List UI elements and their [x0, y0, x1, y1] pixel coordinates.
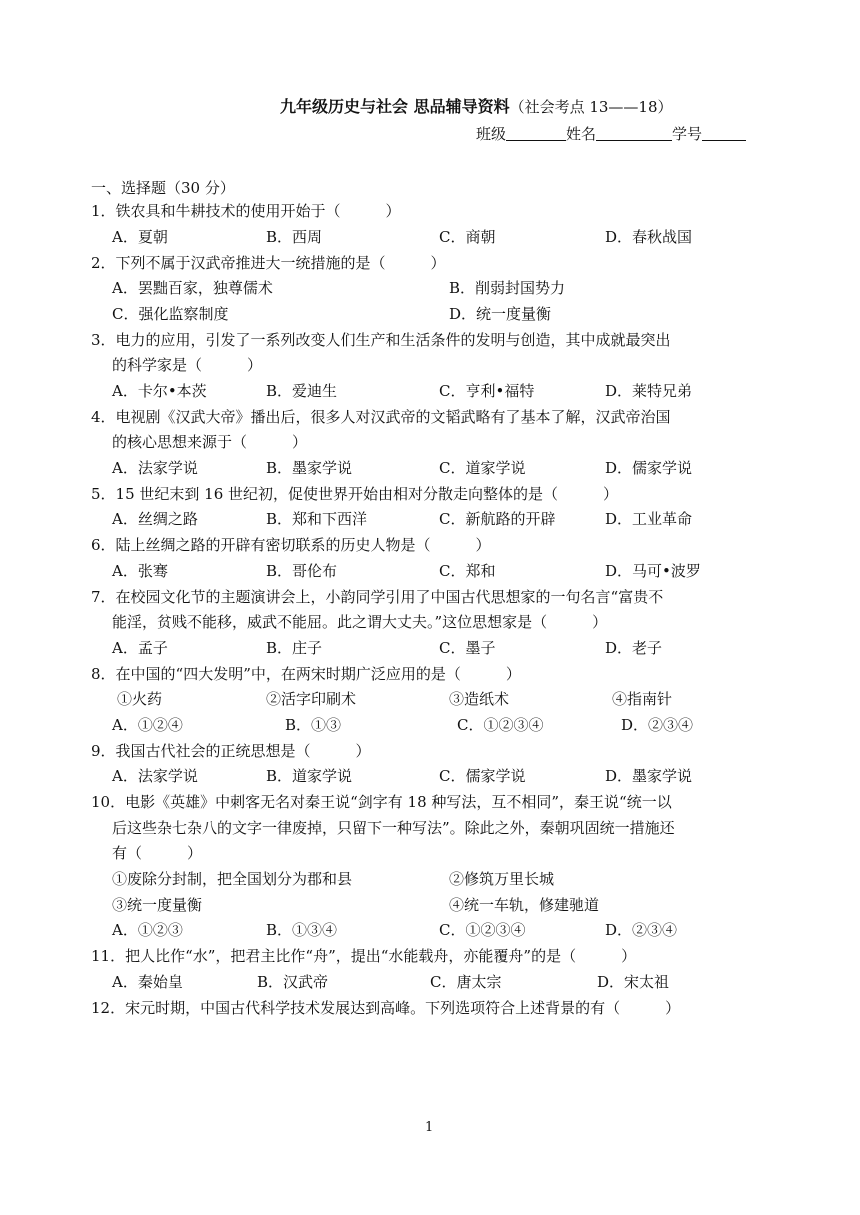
page-number: 1 [425, 1120, 434, 1135]
class-label: 班级 [476, 125, 507, 143]
q2-option-a: A．罢黜百家，独尊儒术 [112, 279, 273, 297]
q10-option-d: D．②③④ [605, 921, 678, 939]
q6-option-c: C．郑和 [439, 562, 496, 580]
q8-option-a: A．①②④ [112, 716, 183, 734]
class-blank [506, 125, 566, 141]
question-5: 5．15 世纪末到 16 世纪初，促使世界开始由相对分散走向整体的是（ ） [91, 485, 619, 503]
q4-option-c: C．道家学说 [439, 459, 526, 477]
q1-option-b: B．西周 [266, 228, 323, 246]
student-info-line [476, 123, 746, 144]
q2-option-c: C．强化监察制度 [112, 305, 229, 323]
question-4: 4．电视剧《汉武大帝》播出后，很多人对汉武帝的文韬武略有了基本了解，汉武帝治国 [91, 408, 671, 426]
q11-option-a: A．秦始皇 [112, 973, 183, 991]
question-7: 7．在校园文化节的主题演讲会上，小韵同学引用了中国古代思想家的一句名言“富贵不 [91, 588, 664, 606]
q9-option-d: D．墨家学说 [605, 767, 693, 785]
q6-option-b: B．哥伦布 [266, 562, 338, 580]
title-sub: （社会考点 13——18） [509, 98, 673, 116]
page-title [280, 94, 673, 117]
q6-option-d: D．马可•波罗 [605, 562, 701, 580]
q10-item-2: ②修筑万里长城 [449, 870, 555, 888]
question-10-cont-1: 后这些杂七杂八的文字一律废掉，只留下一种写法”。除此之外，秦朝巩固统一措施还 [112, 819, 675, 837]
question-12: 12．宋元时期，中国古代科学技术发展达到高峰。下列选项符合上述背景的有（ ） [91, 999, 681, 1017]
q9-option-c: C．儒家学说 [439, 767, 526, 785]
q10-option-c: C．①②③④ [439, 921, 526, 939]
q3-option-a: A．卡尔•本茨 [112, 382, 207, 400]
q5-option-b: B．郑和下西洋 [266, 510, 368, 528]
q3-option-d: D．莱特兄弟 [605, 382, 693, 400]
id-label: 学号 [672, 125, 703, 143]
question-9: 9．我国古代社会的正统思想是（ ） [91, 742, 371, 760]
q1-option-d: D．春秋战国 [605, 228, 693, 246]
id-blank [702, 125, 746, 141]
name-blank [596, 125, 672, 141]
q10-item-1: ①废除分封制，把全国划分为郡和县 [112, 870, 353, 888]
q11-option-b: B．汉武帝 [257, 973, 329, 991]
q9-option-b: B．道家学说 [266, 767, 353, 785]
q9-option-a: A．法家学说 [112, 767, 198, 785]
question-7-cont: 能淫，贫贱不能移，威武不能屈。此之谓大丈夫。”这位思想家是（ ） [112, 613, 608, 631]
question-4-cont: 的核心思想来源于（ ） [112, 433, 308, 451]
q3-option-b: B．爱迪生 [266, 382, 338, 400]
title-main: 九年级历史与社会 思品辅导资料 [280, 97, 510, 116]
question-8: 8．在中国的“四大发明”中，在两宋时期广泛应用的是（ ） [91, 665, 521, 683]
q5-option-d: D．工业革命 [605, 510, 693, 528]
q8-option-b: B．①③ [285, 716, 342, 734]
q8-item-3: ③造纸术 [449, 690, 510, 708]
q7-option-c: C．墨子 [439, 639, 496, 657]
question-6: 6．陆上丝绸之路的开辟有密切联系的历史人物是（ ） [91, 536, 491, 554]
q4-option-a: A．法家学说 [112, 459, 198, 477]
q10-item-4: ④统一车轨，修建驰道 [449, 896, 600, 914]
question-10: 10．电影《英雄》中刺客无名对秦王说“剑字有 18 种写法，互不相同”，秦王说“统一以 [91, 793, 672, 811]
section-title: 一、选择题（30 分） [91, 179, 235, 197]
q2-option-d: D．统一度量衡 [449, 305, 552, 323]
q7-option-a: A．孟子 [112, 639, 168, 657]
q1-option-c: C．商朝 [439, 228, 496, 246]
q7-option-b: B．庄子 [266, 639, 323, 657]
q8-option-d: D．②③④ [621, 716, 694, 734]
q8-item-2: ②活字印刷术 [266, 690, 357, 708]
q10-option-b: B．①③④ [266, 921, 338, 939]
question-3-cont: 的科学家是（ ） [112, 356, 263, 374]
q7-option-d: D．老子 [605, 639, 663, 657]
q10-item-3: ③统一度量衡 [112, 896, 203, 914]
q5-option-c: C．新航路的开辟 [439, 510, 556, 528]
q8-item-1: ①火药 [117, 690, 163, 708]
question-1: 1．铁农具和牛耕技术的使用开始于（ ） [91, 202, 401, 220]
q4-option-d: D．儒家学说 [605, 459, 693, 477]
q11-option-d: D．宋太祖 [597, 973, 670, 991]
q6-option-a: A．张骞 [112, 562, 168, 580]
q1-option-a: A．夏朝 [112, 228, 168, 246]
name-label: 姓名 [566, 125, 597, 143]
q5-option-a: A．丝绸之路 [112, 510, 198, 528]
q10-option-a: A．①②③ [112, 921, 183, 939]
q2-option-b: B．削弱封国势力 [449, 279, 566, 297]
q3-option-c: C．亨利•福特 [439, 382, 535, 400]
q8-option-c: C．①②③④ [457, 716, 544, 734]
question-10-cont-2: 有（ ） [112, 844, 203, 862]
question-3: 3．电力的应用，引发了一系列改变人们生产和生活条件的发明与创造，其中成就最突出 [91, 331, 671, 349]
question-11: 11．把人比作“水”，把君主比作“舟”，提出“水能载舟，亦能覆舟”的是（ ） [91, 947, 637, 965]
question-2: 2．下列不属于汉武帝推进大一统措施的是（ ） [91, 254, 446, 272]
q4-option-b: B．墨家学说 [266, 459, 353, 477]
q11-option-c: C．唐太宗 [430, 973, 502, 991]
q8-item-4: ④指南针 [612, 690, 673, 708]
